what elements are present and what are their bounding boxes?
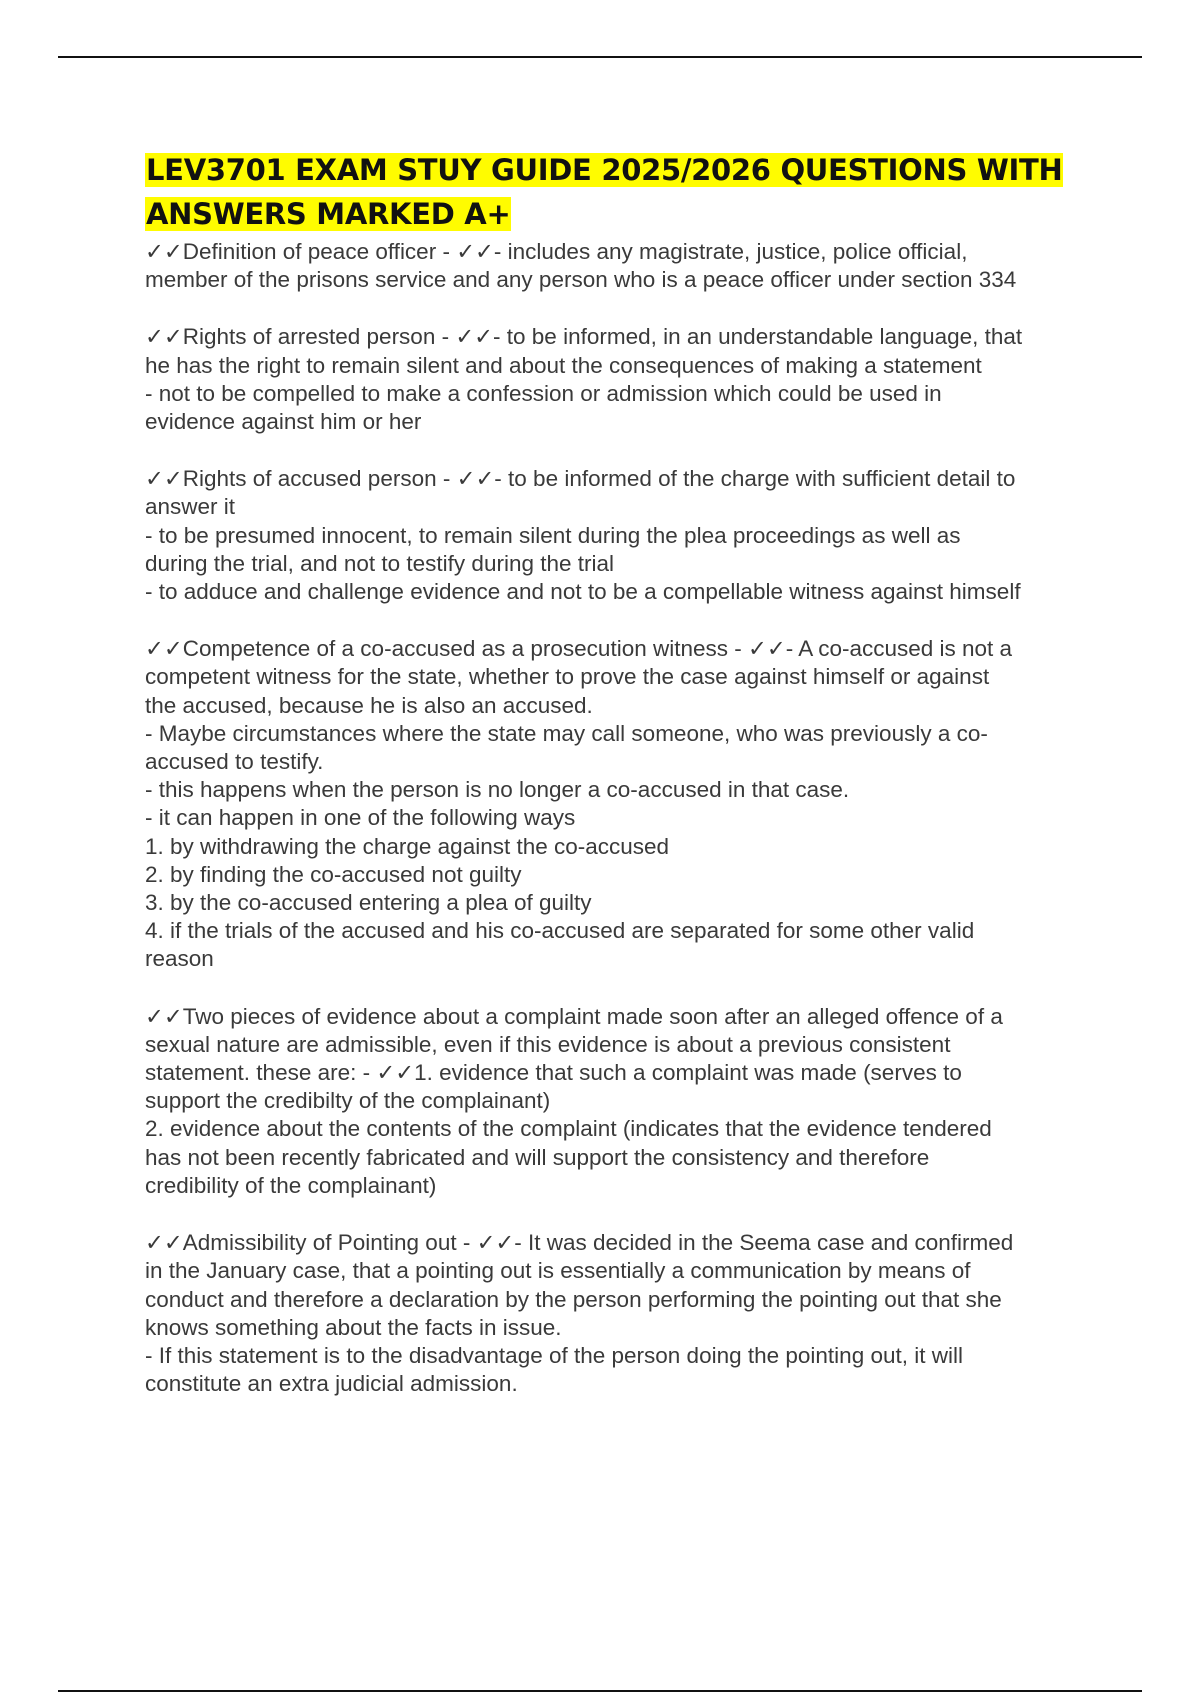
entry-line: ✓✓Admissibility of Pointing out - ✓✓- It was decided in the Seema case and confirmed bbox=[145, 1230, 1014, 1256]
entry-accused-person-rights bbox=[145, 465, 1100, 606]
entry-line: credibility of the complainant) bbox=[145, 1172, 437, 1198]
entry-line: - to adduce and challenge evidence and not to be a compellable witness against himself bbox=[145, 579, 1021, 605]
top-rule bbox=[58, 56, 1142, 58]
entry-line: answer it bbox=[145, 494, 236, 520]
document-body bbox=[145, 148, 1100, 1427]
entry-pointing-out-admissibility bbox=[145, 1229, 1100, 1398]
entry-line: - this happens when the person is no longer a co-accused in that case. bbox=[145, 777, 850, 803]
entry-line: during the trial, and not to testify during the trial bbox=[145, 550, 615, 576]
entry-line: - If this statement is to the disadvantage of the person doing the pointing out, it will bbox=[145, 1342, 963, 1368]
entry-line: 4. if the trials of the accused and his co-accused are separated for some other valid bbox=[145, 918, 975, 944]
entry-line: 2. by finding the co-accused not guilty bbox=[145, 861, 522, 887]
entry-line: statement. these are: - ✓✓1. evidence that such a complaint was made (serves to bbox=[145, 1060, 962, 1086]
entry-line: competent witness for the state, whether to prove the case against himself or against bbox=[145, 664, 990, 690]
entry-line: accused to testify. bbox=[145, 749, 324, 775]
entry-line: knows something about the facts in issue. bbox=[145, 1314, 562, 1340]
entry-line: member of the prisons service and any person who is a peace officer under section 334 bbox=[145, 267, 1017, 293]
entry-line: the accused, because he is also an accused. bbox=[145, 692, 593, 718]
entry-line: evidence against him or her bbox=[145, 409, 422, 435]
entry-complaint-evidence bbox=[145, 1003, 1100, 1200]
entry-line: he has the right to remain silent and about the consequences of making a statement bbox=[145, 352, 982, 378]
entry-line: ✓✓Rights of arrested person - ✓✓- to be informed, in an understandable language, that bbox=[145, 324, 1023, 350]
entry-co-accused-competence bbox=[145, 635, 1100, 973]
entry-line: in the January case, that a pointing out is essentially a communication by means of bbox=[145, 1258, 971, 1284]
document-title bbox=[145, 148, 1100, 236]
entry-line: support the credibilty of the complainant) bbox=[145, 1088, 551, 1114]
entry-line: 2. evidence about the contents of the complaint (indicates that the evidence tendered bbox=[145, 1116, 992, 1142]
entry-line: ✓✓Definition of peace officer - ✓✓- includes any magistrate, justice, police official, bbox=[145, 239, 968, 264]
entry-line: - Maybe circumstances where the state may call someone, who was previously a co- bbox=[145, 720, 988, 746]
entry-line: constitute an extra judicial admission. bbox=[145, 1371, 518, 1397]
entry-line: ✓✓Competence of a co-accused as a prosecution witness - ✓✓- A co-accused is not a bbox=[145, 636, 1013, 662]
entry-peace-officer bbox=[145, 238, 1100, 294]
bottom-rule bbox=[58, 1690, 1142, 1692]
entry-line: ✓✓Rights of accused person - ✓✓- to be informed of the charge with sufficient detail to bbox=[145, 466, 1016, 492]
entry-line: conduct and therefore a declaration by the person performing the pointing out that she bbox=[145, 1286, 1002, 1312]
entry-line: - to be presumed innocent, to remain silent during the plea proceedings as well as bbox=[145, 522, 961, 548]
entry-line: - it can happen in one of the following ways bbox=[145, 805, 576, 831]
entry-line: 1. by withdrawing the charge against the co-accused bbox=[145, 833, 670, 859]
title-highlight: LEV3701 EXAM STUY GUIDE 2025/2026 QUESTIONS WITH ANSWERS MARKED A+ bbox=[146, 153, 1063, 231]
entry-line: has not been recently fabricated and will support the consistency and therefore bbox=[145, 1144, 930, 1170]
entry-line: reason bbox=[145, 946, 214, 972]
entry-line: 3. by the co-accused entering a plea of guilty bbox=[145, 890, 592, 916]
entry-line: ✓✓Two pieces of evidence about a complaint made soon after an alleged offence of a bbox=[145, 1003, 1003, 1029]
entry-line: - not to be compelled to make a confession or admission which could be used in bbox=[145, 380, 942, 406]
entry-line: sexual nature are admissible, even if this evidence is about a previous consistent bbox=[145, 1031, 951, 1057]
entry-arrested-person-rights bbox=[145, 323, 1100, 436]
